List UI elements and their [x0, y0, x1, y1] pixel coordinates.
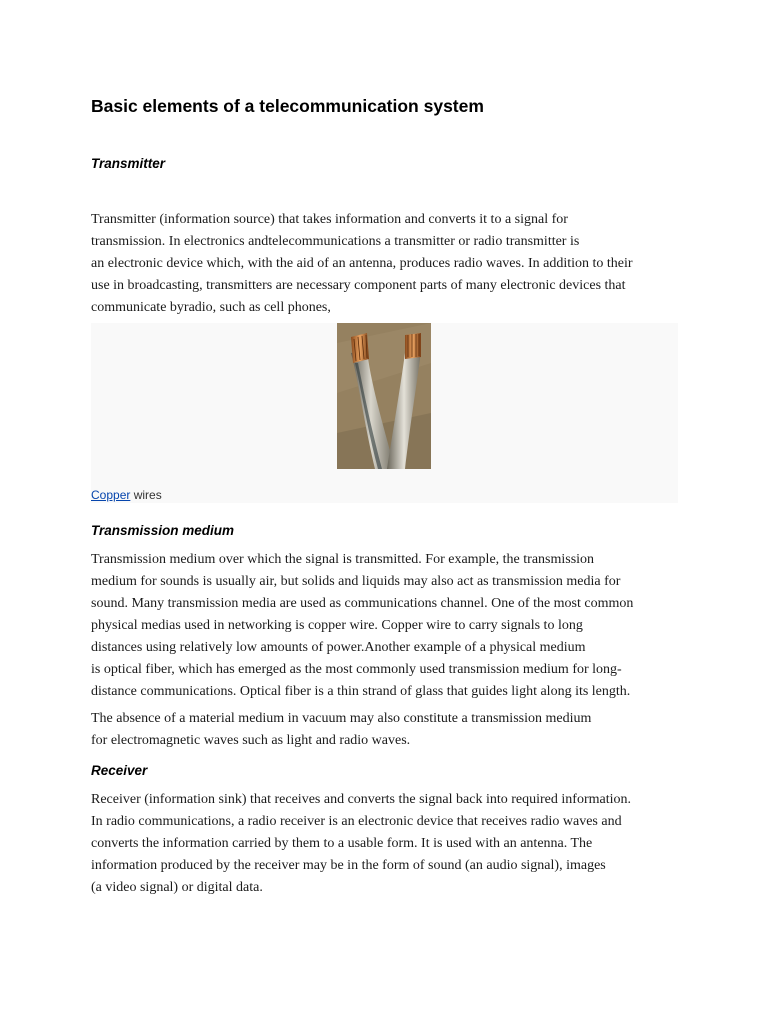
text-line: The absence of a material medium in vacuum may also constitute a transmission medium: [91, 711, 592, 726]
text-line: is optical fiber, which has emerged as the most commonly used transmission medium for long-: [91, 662, 622, 677]
transmitter-heading: Transmitter: [91, 156, 166, 171]
text-line: distances using relatively low amounts of power.Another example of a physical medium: [91, 640, 586, 655]
page-title: Basic elements of a telecommunication system: [91, 96, 484, 116]
text-line: an electronic device which, with the aid of an antenna, produces radio waves. In addition to their: [91, 256, 633, 271]
text-line: physical medias used in networking is copper wire. Copper wire to carry signals to long: [91, 618, 583, 633]
receiver-paragraph: [91, 789, 631, 899]
transmitter-paragraph: [91, 209, 633, 319]
transmission-medium-paragraph-2: [91, 708, 591, 752]
caption-text: wires: [130, 488, 162, 502]
transmission-medium-paragraph: [91, 549, 633, 703]
text-line: use in broadcasting, transmitters are necessary component parts of many electronic devices that: [91, 278, 626, 293]
text-line: communicate byradio, such as cell phones,: [91, 300, 331, 315]
copper-link[interactable]: Copper: [91, 488, 131, 502]
copper-wires-photo: [337, 323, 431, 469]
text-line: converts the information carried by them to a usable form. It is used with an antenna. The: [91, 836, 593, 851]
text-line: Receiver (information sink) that receives and converts the signal back into required information.: [91, 792, 631, 807]
text-line: transmission. In electronics andtelecommunications a transmitter or radio transmitter is: [91, 234, 580, 249]
transmission-medium-heading: Transmission medium: [91, 523, 235, 538]
figure-caption: [91, 488, 162, 502]
text-line: information produced by the receiver may be in the form of sound (an audio signal), images: [91, 858, 606, 873]
text-line: for electromagnetic waves such as light and radio waves.: [91, 733, 411, 748]
text-line: In radio communications, a radio receiver is an electronic device that receives radio waves and: [91, 814, 622, 829]
copper-wires-figure: [91, 323, 678, 503]
text-line: distance communications. Optical fiber is a thin strand of glass that guides light along its length.: [91, 684, 631, 699]
text-line: Transmitter (information source) that takes information and converts it to a signal for: [91, 212, 568, 227]
text-line: Transmission medium over which the signal is transmitted. For example, the transmission: [91, 552, 595, 567]
text-line: medium for sounds is usually air, but solids and liquids may also act as transmission media for: [91, 574, 621, 589]
text-line: sound. Many transmission media are used as communications channel. One of the most common: [91, 596, 634, 611]
receiver-heading: Receiver: [91, 763, 148, 778]
copper-wires-image: [337, 323, 431, 469]
text-line: (a video signal) or digital data.: [91, 880, 263, 895]
